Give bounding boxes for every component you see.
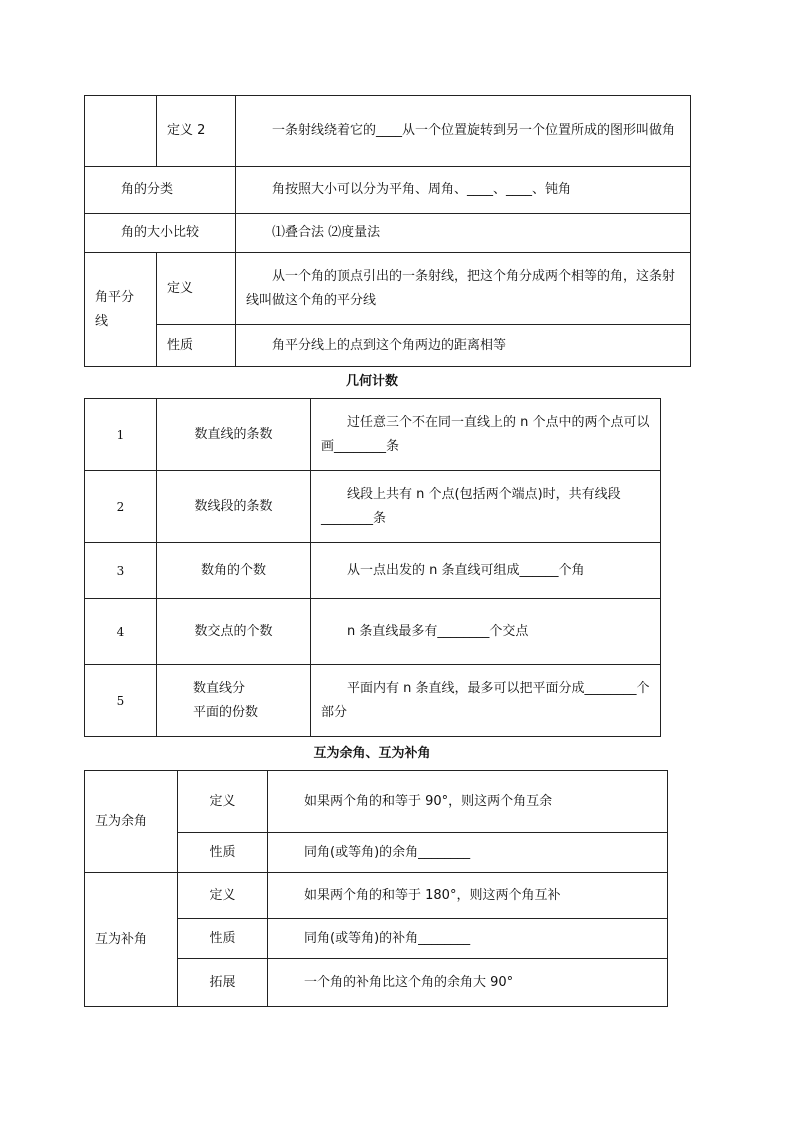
row-label: 数交点的个数	[157, 599, 311, 665]
bisector-property-label: 性质	[157, 325, 236, 367]
row-number: 5	[85, 665, 157, 737]
supplementary-property-text: 同角(或等角)的补角________	[268, 919, 668, 959]
angle-comparison-text: ⑴叠合法 ⑵度量法	[236, 214, 691, 253]
supplementary-extension-label: 拓展	[178, 959, 268, 1007]
angle-bisector-label-line1: 角平分	[95, 289, 135, 305]
angle-bisector-label	[85, 253, 157, 367]
row-label: 数线段的条数	[157, 471, 311, 543]
table-row	[85, 471, 661, 543]
geometry-counting-table	[84, 398, 661, 737]
row-number: 1	[85, 399, 157, 471]
row-text: 线段上共有 n 个点(包括两个端点)时，共有线段________条	[311, 471, 661, 543]
row-text: 过任意三个不在同一直线上的 n 个点中的两个点可以画________条	[311, 399, 661, 471]
row-label	[157, 665, 311, 737]
complementary-definition-text: 如果两个角的和等于 90°，则这两个角互余	[268, 771, 668, 833]
angle-classification-label: 角的分类	[85, 167, 236, 214]
table-row	[85, 399, 661, 471]
table-row	[85, 665, 661, 737]
empty-cell	[85, 96, 157, 167]
row-label-line2: 平面的份数	[193, 704, 259, 720]
angle-comparison-label: 角的大小比较	[85, 214, 236, 253]
row-text: n 条直线最多有________个交点	[311, 599, 661, 665]
supplementary-definition-text: 如果两个角的和等于 180°，则这两个角互补	[268, 873, 668, 919]
supplementary-definition-label: 定义	[178, 873, 268, 919]
table-row	[85, 599, 661, 665]
complementary-label: 互为余角	[85, 771, 178, 873]
definition2-text: 一条射线绕着它的____从一个位置旋转到另一个位置所成的图形叫做角	[236, 96, 691, 167]
bisector-property-text: 角平分线上的点到这个角两边的距离相等	[236, 325, 691, 367]
complementary-supplementary-title: 互为余角、互为补角	[313, 746, 431, 761]
bisector-definition-text: 从一个角的顶点引出的一条射线，把这个角分成两个相等的角，这条射线叫做这个角的平分线	[236, 253, 691, 325]
angle-concepts-table	[84, 95, 691, 367]
row-label: 数直线的条数	[157, 399, 311, 471]
row-number: 3	[85, 543, 157, 599]
supplementary-extension-text: 一个角的补角比这个角的余角大 90°	[268, 959, 668, 1007]
row-number: 4	[85, 599, 157, 665]
row-number: 2	[85, 471, 157, 543]
definition2-label: 定义 2	[157, 96, 236, 167]
row-text: 从一点出发的 n 条直线可组成______个角	[311, 543, 661, 599]
row-label-line1: 数直线分	[193, 680, 246, 696]
complementary-property-label: 性质	[178, 833, 268, 873]
bisector-definition-label: 定义	[157, 253, 236, 325]
row-label: 数角的个数	[157, 543, 311, 599]
supplementary-property-label: 性质	[178, 919, 268, 959]
geometry-counting-title: 几何计数	[345, 374, 398, 389]
angle-classification-text: 角按照大小可以分为平角、周角、____、____、钝角	[236, 167, 691, 214]
complementary-supplementary-table	[84, 770, 668, 1007]
row-text: 平面内有 n 条直线，最多可以把平面分成________个部分	[311, 665, 661, 737]
angle-bisector-label-line2: 线	[95, 313, 109, 329]
complementary-definition-label: 定义	[178, 771, 268, 833]
complementary-property-text: 同角(或等角)的余角________	[268, 833, 668, 873]
table-row	[85, 543, 661, 599]
supplementary-label: 互为补角	[85, 873, 178, 1007]
